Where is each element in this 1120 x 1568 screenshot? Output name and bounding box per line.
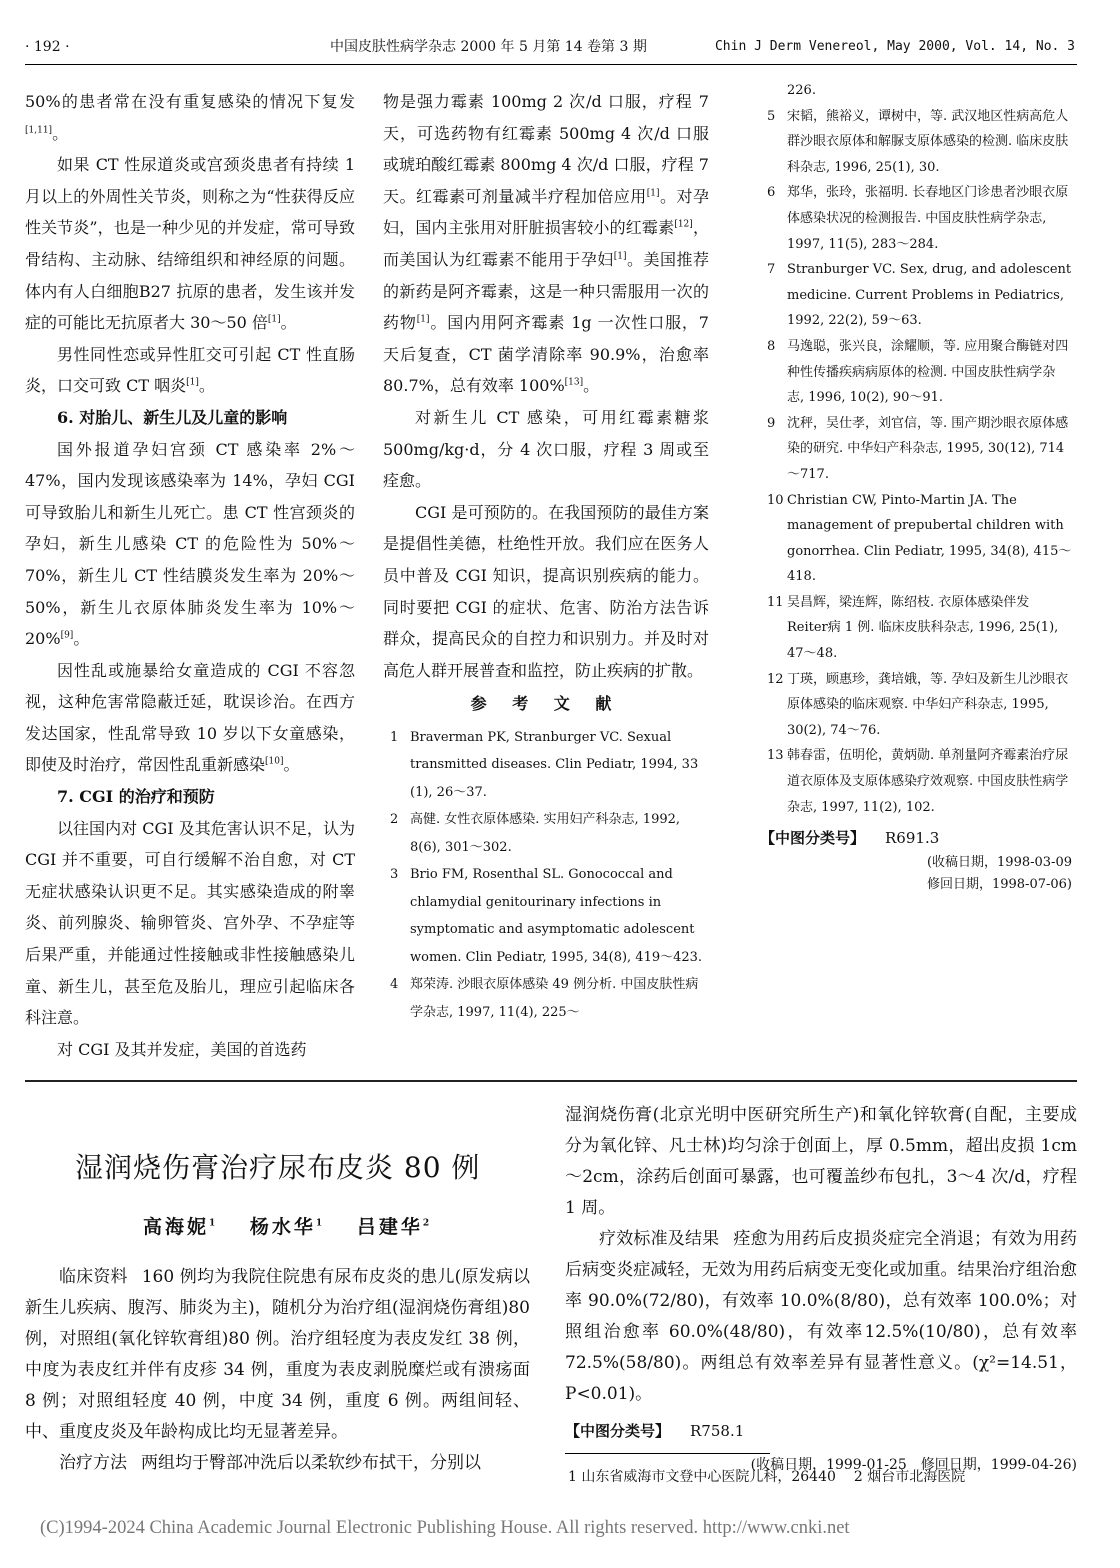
author: 杨水华$^1$ bbox=[249, 1216, 326, 1238]
footnote-rule bbox=[565, 1453, 770, 1454]
classification-number: 【中图分类号】 R691.3 bbox=[760, 829, 940, 848]
references-heading: 参 考 文 献 bbox=[470, 694, 622, 714]
copyright-watermark: (C)1994-2024 China Academic Journal Electronic Publishing House. All rights reserved. http://www.cnki.net bbox=[40, 1518, 850, 1538]
author: 高海妮$^1$ bbox=[143, 1216, 219, 1238]
received-revised-dates: (收稿日期，1999-01-25 修回日期，1999-04-26) bbox=[750, 1457, 1077, 1473]
reference-item: 4 郑荣涛. 沙眼衣原体感染 49 例分析. 中国皮肤性病学杂志, 1997, 11(4), 225～ bbox=[390, 977, 699, 1020]
reference-item: 8 马逸聪，张兴良，涂耀顺，等. 应用聚合酶链对四种性传播疾病病原体的检测. 中国皮肤性病学杂志, 1996, 10(2), 90～91. bbox=[767, 338, 1069, 406]
paragraph: 如果 CT 性尿道炎或宫颈炎患者有持续 1 月以上的外周性关节炎，则称之为“性获得反应性关节炎”，也是一种少见的并发症，常可导致骨结构、主动脉、结缔组织和神经原的问题。体内有人白细胞B27 抗原的患者，发生该并发症的可能比无抗原者大 30～50 倍[1]。 bbox=[25, 155, 355, 333]
article2-title: 湿润烧伤膏治疗尿布皮炎 80 例 bbox=[75, 1151, 481, 1184]
reference-item: 5 宋韬，熊裕义，谭树中，等. 武汉地区性病高危人群沙眼衣原体和解脲支原体感染的检测. 临床皮肤科杂志, 1996, 25(1), 30. bbox=[767, 108, 1069, 175]
reference-item: 2 高健. 女性衣原体感染. 实用妇产科杂志, 1992, 8(6), 301～302. bbox=[390, 812, 681, 855]
article-separator bbox=[25, 1080, 1077, 1082]
paragraph: 临床资料 160 例均为我院住院患有尿布皮炎的患儿(原发病以新生儿疾病、腹泻、肺炎为主)，随机分为治疗组(湿润烧伤膏组)80 例，对照组(氧化锌软膏组)80 例。治疗组轻度为表皮发红 38 例，中度为表皮红并伴有皮疹 34 例，重度为表皮剥脱糜烂或有溃疡面 8 例；对照组轻度 40 例，中度 34 例，重度 6 例。两组间轻、中、重度皮炎及年龄构成比均无显著差异。 bbox=[25, 1267, 531, 1442]
header-rule bbox=[25, 64, 1077, 65]
paragraph: 物是强力霉素 100mg 2 次/d 口服，疗程 7天，可选药物有红霉素 500mg 4 次/d 口服或琥珀酸红霉素 800mg 4 次/d 口服，疗程 7 天。红霉素可剂量减半疗程加倍应用[1]。对孕妇，国内主张用对肝脏损害较小的红霉素[12]，而美国认为红霉素不能用于孕妇[1]。美国推荐的新药是阿齐霉素，这是一种只需服用一次的药物[1]。国内用阿齐霉素 1g 一次性口服，7 天后复查，CT 菌学清除率 90.9%，治愈率 80.7%，总有效率 100%[13]。 bbox=[383, 92, 709, 396]
article1-column-1 bbox=[25, 86, 355, 1072]
paragraph: 治疗方法 两组均于臀部冲洗后以柔软纱布拭干，分别以 bbox=[59, 1453, 481, 1473]
reference-item: 9 沈秤，吴仕孝，刘官信，等. 围产期沙眼衣原体感染的研究. 中华妇产科杂志, 1995, 30(12), 714～717. bbox=[767, 415, 1069, 482]
reference-item: 6 郑华，张玲，张福明. 长春地区门诊患者沙眼衣原体感染状况的检测报告. 中国皮肤性病学杂志, 1997, 11(5), 283～284. bbox=[767, 185, 1069, 252]
classification-number: 【中图分类号】 R758.1 bbox=[565, 1422, 745, 1440]
section-heading: 7. CGI 的治疗和预防 bbox=[57, 787, 215, 807]
reference-item: 1 Braverman PK, Stranburger VC. Sexual transmitted diseases. Clin Pediatr, 1994, 33 (1), 26～37. bbox=[390, 729, 699, 800]
paragraph: 对 CGI 及其并发症，美国的首选药 bbox=[57, 1039, 307, 1059]
article1-column-3 bbox=[760, 78, 1072, 1050]
journal-title-en: Chin J Derm Venereol, May 2000, Vol. 14, No. 3 bbox=[714, 39, 1075, 54]
paragraph: 男性同性恋或异性肛交可引起 CT 性直肠炎，口交可致 CT 咽炎[1]。 bbox=[25, 344, 355, 396]
article1-column-2 bbox=[383, 86, 709, 1072]
reference-item: 7 Stranburger VC. Sex, drug, and adolescent medicine. Current Problems in Pediatrics, 1992, 22(2), 59～63. bbox=[767, 262, 1072, 329]
author: 吕建华$^2$ bbox=[356, 1216, 433, 1238]
reference-item: 10 Christian CW, Pinto-Martin JA. The management of prepubertal children with gonorrhea. Clin Pediatr, 1995, 34(8), 415～418. bbox=[767, 492, 1072, 585]
paragraph: 疗效标准及结果 痊愈为用药后皮损炎症完全消退；有效为用药后病变炎症减轻，无效为用药后病变无变化或加重。结果治疗组治愈率 90.0%(72/80)，有效率 10.0%(8/80)，总有效率 100.0%；对照组治愈率 60.0%(48/80)，有效率12.5%(10/80)，总有效率 72.5%(58/80)。两组总有效率差异有显著性意义。(χ²=14.51，P<0.01)。 bbox=[565, 1229, 1078, 1404]
article2-column-2 bbox=[565, 1100, 1077, 1477]
paragraph: 湿润烧伤膏(北京光明中医研究所生产)和氧化锌软膏(自配，主要成分为氧化锌、凡士林)均匀涂于创面上，厚 0.5mm，超出皮损 1cm～2cm，涂药后创面可暴露，也可覆盖纱布包扎，3～4 次/d，疗程 1 周。 bbox=[565, 1105, 1077, 1218]
paragraph: 50%的患者常在没有重复感染的情况下复发[1,11]。 bbox=[25, 92, 355, 143]
article2-column-1 bbox=[25, 1262, 530, 1479]
running-header bbox=[25, 34, 1075, 60]
paragraph: 以往国内对 CGI 及其危害认识不足，认为 CGI 并不重要，可自行缓解不治自愈，对 CT 无症状感染认识更不足。其实感染造成的附睾炎、前列腺炎、输卵管炎、宫外孕、不孕症等后果严重，并能通过性接触或非性接触感染儿童、新生儿，甚至危及胎儿，理应引起临床各科注意。 bbox=[25, 818, 355, 1028]
section-heading: 6. 对胎儿、新生儿及儿童的影响 bbox=[57, 407, 288, 427]
reference-continuation: 226. bbox=[787, 83, 816, 98]
paragraph: 国外报道孕妇宫颈 CT 感染率 2%～47%，国内发现该感染率为 14%，孕妇 CGI 可导致胎儿和新生儿死亡。患 CT 性宫颈炎的孕妇，新生儿感染 CT 的危险性为 50%～70%，新生儿 CT 性结膜炎发生率为 20%～50%，新生儿衣原体肺炎发生率为 10%～20%[9]。 bbox=[25, 439, 355, 649]
paragraph: 因性乱或施暴给女童造成的 CGI 不容忽视，这种危害常隐蔽迁延，耽误诊治。在西方发达国家，性乱常导致 10 岁以下女童感染，即使及时治疗，常因性乱重新感染[10]。 bbox=[25, 660, 355, 775]
author-affiliations: 1 山东省威海市文登中心医院儿科，26440 2 烟台市北海医院 bbox=[568, 1469, 966, 1485]
received-date: (收稿日期，1998-03-09 bbox=[926, 854, 1072, 870]
reference-item: 3 Brio FM, Rosenthal SL. Gonococcal and chlamydial genitourinary infections in symptomatic and asymptomatic adolescent women. Clin Pediatr, 1995, 34(8), 419～423. bbox=[390, 867, 703, 965]
page-number: · 192 · bbox=[25, 39, 70, 55]
revised-date: 修回日期，1998-07-06) bbox=[926, 876, 1072, 892]
article2-authors bbox=[143, 1212, 454, 1239]
reference-item: 12 丁瑛，顾惠珍，龚培娥，等. 孕妇及新生儿沙眼衣原体感染的临床观察. 中华妇产科杂志, 1995, 30(2), 74～76. bbox=[767, 671, 1069, 738]
reference-item: 13 韩春雷，伍明伦，黄炳勋. 单剂量阿齐霉素治疗尿道衣原体及支原体感染疗效观察. 中国皮肤性病学杂志, 1997, 11(2), 102. bbox=[767, 748, 1069, 815]
paragraph: 对新生儿 CT 感染，可用红霉素糖浆 500mg/kg·d，分 4 次口服，疗程 3 周或至痊愈。 bbox=[383, 407, 709, 491]
journal-title-cn: 中国皮肤性病学杂志 2000 年 5 月第 14 卷第 3 期 bbox=[330, 39, 647, 55]
paragraph: CGI 是可预防的。在我国预防的最佳方案是提倡性美德，杜绝性开放。我们应在医务人员中普及 CGI 知识，提高识别疾病的能力。同时要把 CGI 的症状、危害、防治方法告诉群众，提高民众的自控力和识别力。并及时对高危人群开展普查和监控，防止疾病的扩散。 bbox=[383, 502, 709, 680]
reference-item: 11 吴昌辉，梁连辉，陈绍枝. 衣原体感染伴发 Reiter病 1 例. 临床皮肤科杂志, 1996, 25(1), 47～48. bbox=[767, 594, 1059, 662]
